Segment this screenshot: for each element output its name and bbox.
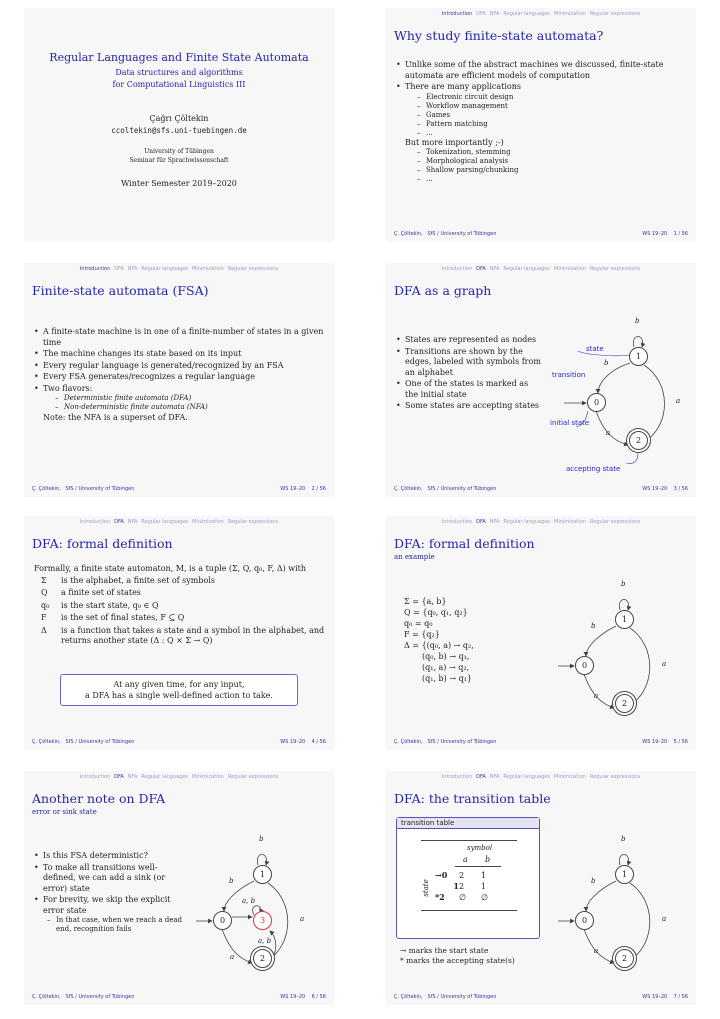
nav-introduction[interactable]: Introduction xyxy=(79,266,111,272)
cell-a: ∅ xyxy=(459,893,466,902)
footer-affiliation: SfS / University of Tübingen xyxy=(65,994,135,1000)
slide-title: Regular Languages and Finite State Automata xyxy=(49,51,309,64)
nav-dfa[interactable]: DFA xyxy=(476,11,486,17)
list-item: – Tokenization, stemming xyxy=(417,148,688,157)
edge-label-a: a xyxy=(662,660,667,668)
term: Σ xyxy=(41,575,47,585)
nav-nfa[interactable]: NFA xyxy=(127,774,138,780)
nav-minimization[interactable]: Minimization xyxy=(192,774,224,780)
slide-4 xyxy=(386,263,696,497)
footer-author: Ç. Çöltekin, xyxy=(394,739,423,745)
definition: is the alphabet, a finite set of symbols xyxy=(61,575,215,585)
bullet: • One of the states is marked as the initial state xyxy=(396,379,541,400)
footer-author: Ç. Çöltekin, xyxy=(32,486,61,492)
label-accepting-state: accepting state xyxy=(566,465,621,473)
dfa-diagram xyxy=(194,831,334,1001)
bullet: • A finite-state machine is in one of a finite-number of states in a given time xyxy=(34,327,324,348)
page-number: 6 / 56 xyxy=(311,994,326,1000)
label-state: state xyxy=(586,345,604,353)
email: ccoltekin@sfs.uni-tuebingen.de xyxy=(111,126,247,135)
nav-bar xyxy=(386,519,696,525)
state-0: 0 xyxy=(587,393,606,412)
def-line: (q₁, b) → q₁} xyxy=(422,674,472,683)
bullet: • Every FSA generates/recognizes a regular language xyxy=(34,372,324,383)
table-row xyxy=(40,625,326,648)
list-item: – In that case, when we reach a dead end, recognition fails xyxy=(47,916,184,934)
slide-title: DFA as a graph xyxy=(394,283,492,298)
university: University of Tübingen xyxy=(144,148,214,155)
slide-5 xyxy=(24,516,334,750)
nav-regular-languages[interactable]: Regular languages xyxy=(503,266,551,272)
label-transition: transition xyxy=(552,371,586,379)
edge-label-b: b xyxy=(635,317,640,325)
nav-minimization[interactable]: Minimization xyxy=(192,266,224,272)
cell-b: ∅ xyxy=(481,893,488,902)
edge-label-b: b xyxy=(621,835,626,843)
nav-introduction[interactable]: Introduction xyxy=(441,266,473,272)
edge-label-b: b xyxy=(259,835,264,843)
nav-minimization[interactable]: Minimization xyxy=(554,266,586,272)
dfa-diagram xyxy=(546,313,696,483)
footer-affiliation: SfS / University of Tübingen xyxy=(427,231,497,237)
nav-regular-expressions[interactable]: Regular expressions xyxy=(227,266,279,272)
slide-subtitle: an example xyxy=(394,553,435,561)
bullet-text: Two flavors: xyxy=(43,383,93,393)
footer-affiliation: SfS / University of Tübingen xyxy=(65,486,135,492)
bullet xyxy=(34,384,324,413)
slide-6 xyxy=(386,516,696,750)
cell-a: 2 xyxy=(459,871,465,880)
rule-top xyxy=(421,840,517,841)
list-item: – Deterministic finite automata (DFA) xyxy=(55,394,324,403)
edge-label-ab: a, b xyxy=(258,937,272,945)
label-initial-state: initial state xyxy=(550,419,590,427)
page-number: 4 / 56 xyxy=(311,739,326,745)
nav-bar xyxy=(386,266,696,272)
bullet: • Unlike some of the abstract machines we discussed, finite-state automata are efficient models of computation xyxy=(396,60,688,81)
slide-subtitle-2: for Computational Linguistics III xyxy=(112,80,246,89)
edge-label-a: a xyxy=(230,953,235,961)
cell-b: 1 xyxy=(481,882,487,891)
edge-label-b: b xyxy=(604,359,609,367)
symbol-header: symbol xyxy=(467,844,493,852)
seminar: Seminar für Sprachwissenschaft xyxy=(129,157,229,164)
slide-body xyxy=(34,851,184,935)
slide-body xyxy=(396,335,541,413)
slide-body xyxy=(396,60,688,185)
cell-b: 1 xyxy=(481,871,487,880)
rule-bottom xyxy=(421,910,517,911)
slide-title: DFA: formal definition xyxy=(394,536,535,551)
page-number: 5 / 56 xyxy=(673,739,688,745)
bullet: • Transitions are shown by the edges, labeled with symbols from an alphabet xyxy=(396,347,541,379)
nav-bar xyxy=(24,774,334,780)
nav-regular-languages[interactable]: Regular languages xyxy=(141,774,189,780)
nav-nfa[interactable]: NFA xyxy=(127,519,138,525)
state-2: 2 xyxy=(615,949,634,968)
slide-8 xyxy=(386,771,696,1005)
edge-label-b: b xyxy=(591,877,596,885)
nav-bar xyxy=(24,266,334,272)
footer-author: Ç. Çöltekin, xyxy=(394,994,423,1000)
nav-regular-expressions[interactable]: Regular expressions xyxy=(589,774,641,780)
nav-dfa[interactable]: DFA xyxy=(476,266,486,272)
nav-dfa[interactable]: DFA xyxy=(114,266,124,272)
row-state: *2 xyxy=(435,892,445,902)
state-0: 0 xyxy=(575,911,594,930)
row-state: →0 xyxy=(435,870,448,880)
def-line: Δ = {(q₀, a) → q₂, xyxy=(404,641,474,650)
nav-introduction[interactable]: Introduction xyxy=(79,774,111,780)
nav-bar xyxy=(24,519,334,525)
nav-bar xyxy=(386,11,696,17)
nav-introduction[interactable]: Introduction xyxy=(441,774,473,780)
footer-term: WS 19–20 xyxy=(280,739,306,745)
bullet-text: For brevity, we skip the explicit error state xyxy=(43,895,171,915)
footer-term: WS 19–20 xyxy=(280,994,306,1000)
list-item: – ... xyxy=(417,129,688,138)
table-row xyxy=(40,575,326,588)
term: q₀ xyxy=(41,600,50,610)
footer-term: WS 19–20 xyxy=(642,739,668,745)
nav-regular-languages[interactable]: Regular languages xyxy=(503,519,551,525)
note-start: → marks the start state xyxy=(400,946,489,955)
slide-subtitle: Data structures and algorithms xyxy=(115,68,243,77)
edge-label-b: b xyxy=(229,877,234,885)
list-item: – Morphological analysis xyxy=(417,157,688,166)
state-2: 2 xyxy=(629,431,648,450)
state-0: 0 xyxy=(575,656,594,675)
slide-body xyxy=(34,327,324,424)
page-number: 1 / 56 xyxy=(673,231,688,237)
slide-title: Finite-state automata (FSA) xyxy=(32,283,209,298)
footer-term: WS 19–20 xyxy=(642,994,668,1000)
footer-affiliation: SfS / University of Tübingen xyxy=(427,486,497,492)
note-accepting: * marks the accepting state(s) xyxy=(400,956,515,965)
slide-title: DFA: formal definition xyxy=(32,536,173,551)
state-2: 2 xyxy=(253,949,272,968)
nav-minimization[interactable]: Minimization xyxy=(554,774,586,780)
slide-body xyxy=(34,564,326,648)
state-3-sink: 3 xyxy=(253,911,272,930)
slide-title: Why study finite-state automata? xyxy=(394,28,604,43)
nav-regular-languages[interactable]: Regular languages xyxy=(503,11,551,17)
bullet: • Some states are accepting states xyxy=(396,401,541,412)
edge-label-ab: a, b xyxy=(242,897,256,905)
dfa-diagram xyxy=(556,576,696,746)
def-line: Σ = {a, b} xyxy=(404,597,447,606)
term: Δ xyxy=(41,625,47,635)
col-a: a xyxy=(463,855,468,864)
row-state: 1 xyxy=(453,881,459,891)
semester: Winter Semester 2019–2020 xyxy=(121,179,237,188)
nav-regular-expressions[interactable]: Regular expressions xyxy=(227,774,279,780)
def-line: (q₀, b) → q₁, xyxy=(422,652,470,661)
nav-regular-languages[interactable]: Regular languages xyxy=(141,266,189,272)
page-number: 2 / 56 xyxy=(311,486,326,492)
footer-affiliation: SfS / University of Tübingen xyxy=(427,739,497,745)
nav-dfa[interactable]: DFA xyxy=(114,519,124,525)
nav-nfa[interactable]: NFA xyxy=(127,266,138,272)
def-line: F = {q₂} xyxy=(404,630,440,639)
author: Çağrı Çöltekin xyxy=(149,114,209,123)
nav-dfa[interactable]: DFA xyxy=(114,774,124,780)
dfa-edges xyxy=(546,313,696,483)
bullet xyxy=(396,82,688,184)
definition-table xyxy=(40,575,326,648)
nav-bar xyxy=(386,774,696,780)
highlight-box xyxy=(60,674,298,706)
nav-minimization[interactable]: Minimization xyxy=(554,11,586,17)
bullet: • The machine changes its state based on its input xyxy=(34,349,324,360)
footer-author: Ç. Çöltekin, xyxy=(32,739,61,745)
intro: Formally, a finite state automaton, M, is a tuple (Σ, Q, q₀, F, Δ) with xyxy=(34,564,307,573)
edge-label-a: a xyxy=(676,397,681,405)
list-item: – Non-deterministic finite automata (NFA) xyxy=(55,403,324,412)
edge-label-a: a xyxy=(662,915,667,923)
table-row xyxy=(40,600,326,613)
slide-2 xyxy=(386,8,696,242)
slide-subtitle: error or sink state xyxy=(32,808,97,816)
state-0: 0 xyxy=(213,911,232,930)
footer-author: Ç. Çöltekin, xyxy=(32,994,61,1000)
edge-label-a: a xyxy=(606,429,611,437)
footer-term: WS 19–20 xyxy=(642,231,668,237)
list-item: – Workflow management xyxy=(417,102,688,111)
slide-title: Another note on DFA xyxy=(32,791,166,806)
def-line: q₀ = q₀ xyxy=(404,619,433,628)
nav-regular-languages[interactable]: Regular languages xyxy=(503,774,551,780)
footer-term: WS 19–20 xyxy=(280,486,306,492)
nav-dfa[interactable]: DFA xyxy=(476,519,486,525)
nav-introduction[interactable]: Introduction xyxy=(441,11,473,17)
table-row xyxy=(40,612,326,625)
bullet: • States are represented as nodes xyxy=(396,335,541,346)
state-1: 1 xyxy=(615,865,634,884)
table-notes xyxy=(400,946,540,966)
footer-affiliation: SfS / University of Tübingen xyxy=(427,994,497,1000)
bullet-text: There are many applications xyxy=(405,82,521,91)
definition: is the set of final states, F ⊆ Q xyxy=(61,613,185,622)
nav-minimization[interactable]: Minimization xyxy=(192,519,224,525)
nav-introduction[interactable]: Introduction xyxy=(79,519,111,525)
note: Note: the NFA is a superset of DFA. xyxy=(43,413,188,422)
list-item: – ... xyxy=(417,175,688,184)
col-b: b xyxy=(485,855,491,864)
nav-regular-expressions[interactable]: Regular expressions xyxy=(227,519,279,525)
state-1: 1 xyxy=(253,865,272,884)
def-line: (q₁, a) → q₂, xyxy=(422,663,470,672)
term: F xyxy=(41,613,47,622)
box-line-2: a DFA has a single well-defined action to take. xyxy=(85,691,273,700)
list-item: – Electronic circuit design xyxy=(417,93,688,102)
nav-nfa[interactable]: NFA xyxy=(489,519,500,525)
table-row xyxy=(40,587,326,600)
page-number: 7 / 56 xyxy=(673,994,688,1000)
definition: is the start state, q₀ ∈ Q xyxy=(61,600,159,610)
nav-regular-expressions[interactable]: Regular expressions xyxy=(589,266,641,272)
nav-regular-expressions[interactable]: Regular expressions xyxy=(589,519,641,525)
slide-7 xyxy=(24,771,334,1005)
page-number: 3 / 56 xyxy=(673,486,688,492)
dfa-diagram xyxy=(556,831,696,1001)
state-2: 2 xyxy=(615,694,634,713)
bullet xyxy=(34,895,184,934)
edge-label-a: a xyxy=(594,947,599,955)
nav-introduction[interactable]: Introduction xyxy=(441,519,473,525)
edge-label-a: a xyxy=(594,692,599,700)
bullet: • To make all transitions well-defined, we can add a sink (or error) state xyxy=(34,863,184,895)
table-row xyxy=(435,870,488,903)
list-item: – Pattern matching xyxy=(417,120,688,129)
nav-minimization[interactable]: Minimization xyxy=(554,519,586,525)
cell-a: 2 xyxy=(459,882,465,891)
footer-term: WS 19–20 xyxy=(642,486,668,492)
slide-title: DFA: the transition table xyxy=(394,791,551,806)
footer-affiliation: SfS / University of Tübingen xyxy=(65,739,135,745)
nav-regular-languages[interactable]: Regular languages xyxy=(141,519,189,525)
rule-mid xyxy=(455,866,501,867)
nav-nfa[interactable]: NFA xyxy=(489,11,500,17)
definition: is a function that takes a state and a symbol in the alphabet, and returns another state (Δ : Q × Σ → Q) xyxy=(61,625,325,645)
note: But more importantly ;-) xyxy=(405,137,504,147)
list-item: – Games xyxy=(417,111,688,120)
slide-1 xyxy=(24,8,334,242)
transition-table-box xyxy=(396,817,540,939)
footer-author: Ç. Çöltekin, xyxy=(394,486,423,492)
slide-3 xyxy=(24,263,334,497)
nav-nfa[interactable]: NFA xyxy=(489,774,500,780)
definition: a finite set of states xyxy=(61,588,141,597)
box-line-1: At any given time, for any input, xyxy=(113,680,245,689)
state-axis-label: state xyxy=(421,879,430,897)
state-1: 1 xyxy=(615,610,634,629)
state-1: 1 xyxy=(629,347,648,366)
term: Q xyxy=(41,588,48,597)
nav-dfa[interactable]: DFA xyxy=(476,774,486,780)
bullet: • Every regular language is generated/recognized by an FSA xyxy=(34,361,324,372)
box-title: transition table xyxy=(397,818,539,829)
nav-nfa[interactable]: NFA xyxy=(489,266,500,272)
edge-label-b: b xyxy=(621,580,626,588)
list-item: – Shallow parsing/chunking xyxy=(417,166,688,175)
footer-author: Ç. Çöltekin, xyxy=(394,231,423,237)
bullet: • Is this FSA deterministic? xyxy=(34,851,184,862)
def-line: Q = {q₀, q₁, q₂} xyxy=(404,608,468,617)
formal-definition xyxy=(404,596,554,684)
nav-regular-expressions[interactable]: Regular expressions xyxy=(589,11,641,17)
edge-label-b: b xyxy=(591,622,596,630)
edge-label-a: a xyxy=(300,915,305,923)
